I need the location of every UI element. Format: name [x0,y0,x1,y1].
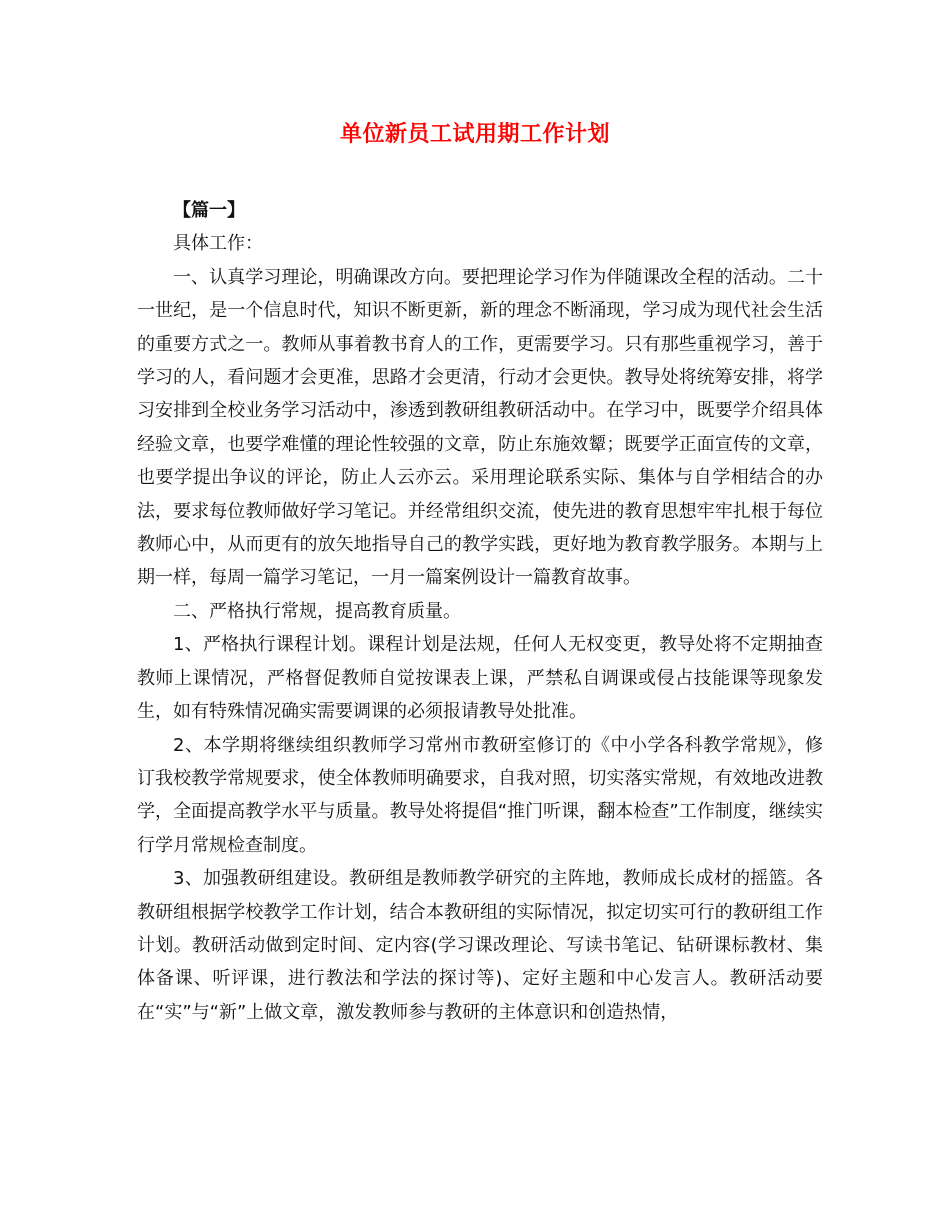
paragraph-item-3: 3、加强教研组建设。教研组是教师教学研究的主阵地，教师成长成材的摇篮。各教研组根据学校教学工作计划，结合本教研组的实际情况，拟定切实可行的教研组工作计划。教研活动做到定时间、定内容(学习课改理论、写读书笔记、钻研课标教材、集体备课、听评课，进行教法和学法的探讨等)、定好主题和中心发言人。教研活动要在“实”与“新”上做文章，激发教师参与教研的主体意识和创造热情， [137,868,823,1023]
paragraph-item-1: 1、严格执行课程计划。课程计划是法规，任何人无权变更，教导处将不定期抽查教师上课情况，严格督促教师自觉按课表上课，严禁私自调课或侵占技能课等现象发生，如有特殊情况确实需要调课的必须报请教导处批准。 [137,634,823,723]
document-body [137,194,823,1029]
section-heading: 【篇一】 [173,200,245,221]
document-title: 单位新员工试用期工作计划 [339,122,610,147]
paragraph-intro: 具体工作： [173,233,263,255]
paragraph-theory-study: 一、认真学习理论，明确课改方向。要把理论学习作为伴随课改全程的活动。二十一世纪，是一个信息时代，知识不断更新，新的理念不断涌现，学习成为现代社会生活的重要方式之一。教师从事着教书育人的工作，更需要学习。只有那些重视学习，善于学习的人，看问题才会更准，思路才会更清，行动才会更快。教导处将统筹安排，将学习安排到全校业务学习活动中，渗透到教研组教研活动中。在学习中，既要学介绍具体经验文章，也要学难懂的理论性较强的文章，防止东施效颦；既要学正面宣传的文章，也要学提出争议的评论，防止人云亦云。采用理论联系实际、集体与自学相结合的办法，要求每位教师做好学习笔记。并经常组织交流，使先进的教育思想牢牢扎根于每位教师心中，从而更有的放矢地指导自己的教学实践，更好地为教育教学服务。本期与上期一样，每周一篇学习笔记，一月一篇案例设计一篇教育故事。 [137,266,823,589]
paragraph-routine-heading: 二、严格执行常规，提高教育质量。 [173,600,461,622]
paragraph-item-2: 2、本学期将继续组织教师学习常州市教研室修订的《中小学各科教学常规》，修订我校教学常规要求，使全体教师明确要求，自我对照，切实落实常规，有效地改进教学，全面提高教学水平与质量。教导处将提倡“推门听课，翻本检查”工作制度，继续实行学月常规检查制度。 [137,734,823,856]
